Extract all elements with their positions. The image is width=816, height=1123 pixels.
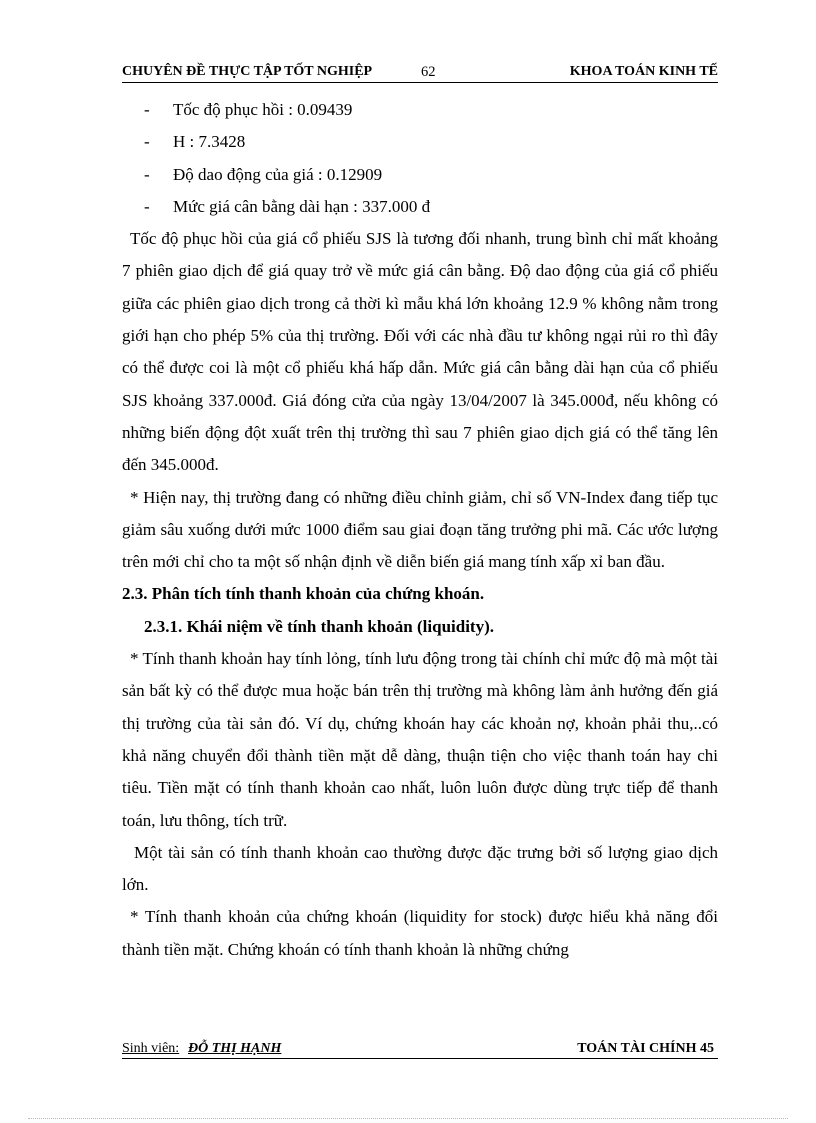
paragraph-market-note: * Hiện nay, thị trường đang có những điều chỉnh giảm, chỉ số VN-Index đang tiếp tục giảm sâu xuống dưới mức 1000 điểm sau giai đoạn tăng trưởng phi mã. Các ước lượng trên mới chỉ cho ta một số nhận định về diễn biến giá mang tính xấp xỉ ban đầu. <box>122 487 718 572</box>
list-item <box>122 94 718 126</box>
page-bottom-divider <box>28 1118 788 1119</box>
footer-student-label: Sinh viên: <box>122 1041 180 1056</box>
paragraph-liquidity-definition: * Tính thanh khoản hay tính lỏng, tính lưu động trong tài chính chỉ mức độ mà một tài sản bất kỳ có thể được mua hoặc bán trên thị trường mà không làm ảnh hưởng đến giá thị trường của tài sản đó. Ví dụ, chứng khoán hay các khoản nợ, khoản phải thu,..có khả năng chuyển đổi thành tiền mặt dễ dàng, thuận tiện cho việc thanh toán hay chi tiêu. Tiền mặt có tính thanh khoản cao nhất, luôn luôn được dùng trực tiếp để thanh toán, lưu thông, tích trữ. <box>122 649 718 830</box>
paragraph-high-liquidity: Một tài sản có tính thanh khoản cao thường được đặc trưng bởi số lượng giao dịch lớn. <box>122 842 718 895</box>
paragraph-recovery-speed: Tốc độ phục hồi của giá cổ phiếu SJS là tương đối nhanh, trung bình chỉ mất khoảng 7 phiên giao dịch để giá quay trở về mức giá cân bằng. Độ dao động của giá cổ phiếu giữa các phiên giao dịch trong cả thời kì mẫu khá lớn khoảng 12.9 % không nằm trong giới hạn cho phép 5% của thị trường. Đối với các nhà đầu tư không ngại rủi ro thì đây có thể được coi là một cổ phiếu khá hấp dẫn. Mức giá cân bằng dài hạn của cổ phiếu SJS khoảng 337.000đ. Giá đóng cửa của ngày 13/04/2007 là 345.000đ, nếu không có những biến động đột xuất trên thị trường thì sau 7 phiên giao dịch giá có thể tăng lên đến 345.000đ. <box>122 229 718 475</box>
list-item <box>122 191 718 223</box>
header-title-left: CHUYÊN ĐỀ THỰC TẬP TỐT NGHIỆP <box>122 64 373 79</box>
bullet-text: Tốc độ phục hồi : 0.09439 <box>173 100 353 119</box>
header-title-right: KHOA TOÁN KINH TẾ <box>569 64 718 79</box>
list-item <box>122 126 718 158</box>
paragraph-stock-liquidity: * Tính thanh khoản của chứng khoán (liquidity for stock) được hiểu khả năng đổi thành tiền mặt. Chứng khoán có tính thanh khoản là những chứng <box>122 907 718 959</box>
bullet-dash: - <box>144 196 150 216</box>
footer-student-name: ĐỖ THỊ HẠNH <box>188 1041 282 1056</box>
bullet-dash: - <box>144 164 150 184</box>
bullet-dash: - <box>144 132 150 152</box>
footer-class: TOÁN TÀI CHÍNH 45 <box>577 1041 714 1056</box>
subsection-heading: 2.3.1. Khái niệm về tính thanh khoản (liquidity). <box>144 616 495 636</box>
bullet-text: Độ dao động của giá : 0.12909 <box>173 164 383 184</box>
section-heading: 2.3. Phân tích tính thanh khoản của chứng khoán. <box>122 584 485 604</box>
bullet-text: H : 7.3428 <box>173 132 246 152</box>
page-header <box>122 62 718 83</box>
bullet-text: Mức giá cân bằng dài hạn : 337.000 đ <box>173 196 431 216</box>
list-item <box>122 159 718 191</box>
page-footer <box>122 1040 718 1059</box>
page-number: 62 <box>421 64 436 80</box>
document-body <box>122 94 718 966</box>
bullet-dash: - <box>144 100 150 119</box>
